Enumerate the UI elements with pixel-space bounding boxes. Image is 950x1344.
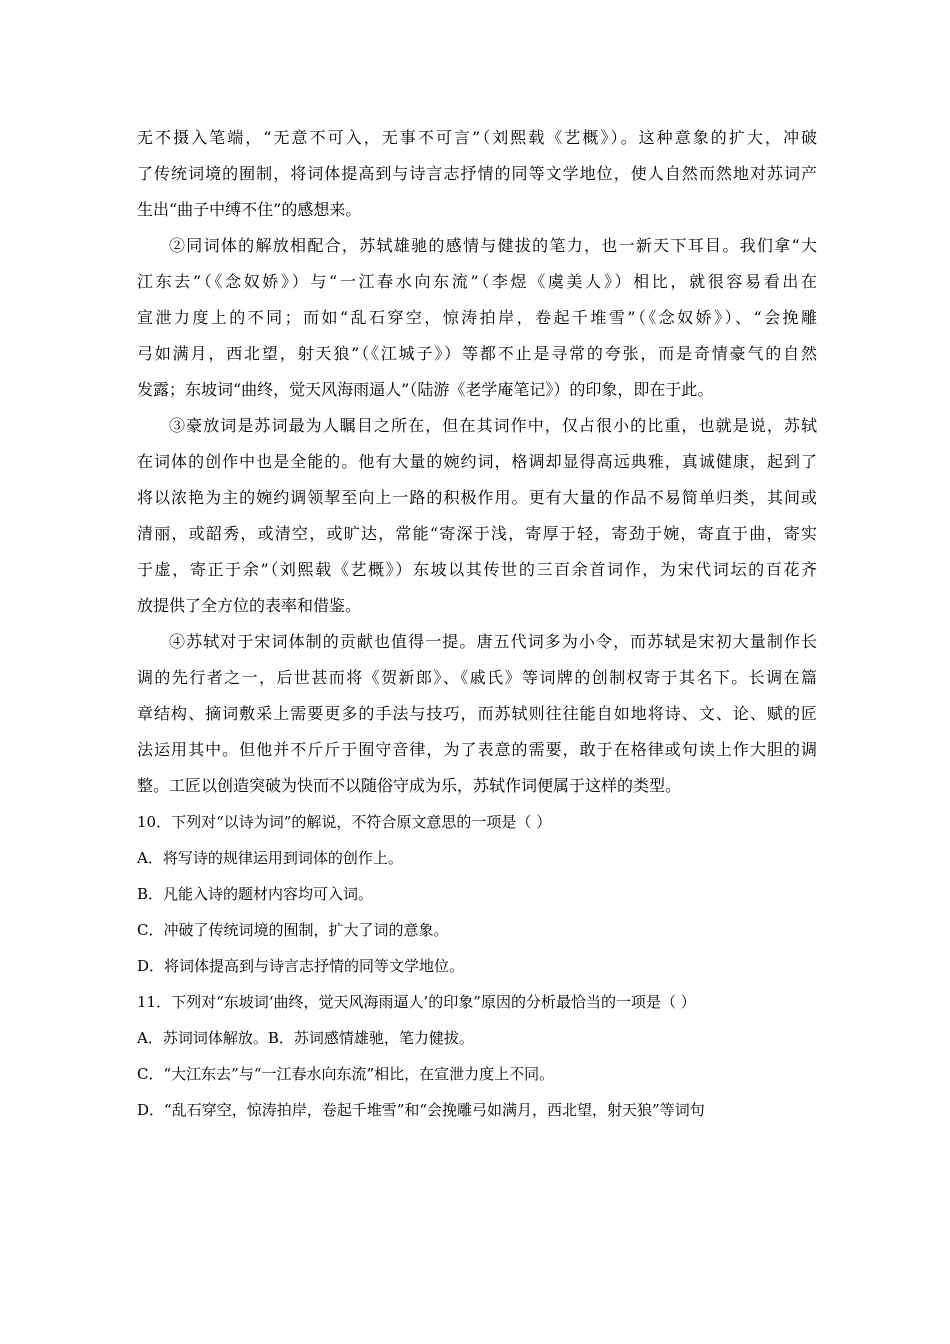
answer-option-a-b: A．苏词词体解放。B．苏词感情雄驰，笔力健拔。: [137, 1029, 474, 1047]
answer-option-b: B．凡能入诗的题材内容均可入词。: [137, 885, 374, 903]
text-line: 将以浓艳为主的婉约调领挈至向上一路的积极作用。更有大量的作品不易简单归类，其间或: [137, 488, 817, 507]
answer-option-c: C．“大江东去”与“一江春水向东流”相比，在宣泄力度上不同。: [137, 1065, 555, 1083]
question-stem: 10．下列对“以诗为词”的解说，不符合原文意思的一项是（ ）: [137, 813, 552, 831]
text-line: 清丽，或韶秀，或清空，或旷达，常能“寄深于浅，寄厚于轻，寄劲于婉，寄直于曲，寄实: [137, 524, 817, 543]
answer-option-d: D．将词体提高到与诗言志抒情的同等文学地位。: [137, 957, 465, 975]
text-line: 放提供了全方位的表率和借鉴。: [137, 596, 362, 615]
paragraph-2: [137, 228, 817, 408]
answer-option-d: D．“乱石穿空，惊涛拍岸，卷起千堆雪”和“会挽雕弓如满月，西北望，射天狼”等词句: [137, 1101, 705, 1119]
text-line: 章结构、摘词敷采上需要更多的手法与技巧，而苏轼则往往能自如地将诗、文、论、赋的匠: [137, 704, 817, 723]
paragraph-continuation: [137, 120, 817, 228]
text-line: ③豪放词是苏词最为人瞩目之所在，但在其词作中，仅占很小的比重，也就是说，苏轼: [169, 416, 817, 435]
answer-option-c: C．冲破了传统词境的囿制，扩大了词的意象。: [137, 921, 449, 939]
question-stem: 11．下列对“东坡词‘曲终，觉天风海雨逼人’的印象”原因的分析最恰当的一项是（ ）: [137, 993, 696, 1011]
text-line: 在词体的创作中也是全能的。他有大量的婉约词，格调却显得高远典雅，真诚健康，起到了: [137, 452, 817, 471]
text-line: 生出“曲子中缚不住”的感想来。: [137, 200, 362, 219]
document-body: [137, 120, 817, 1128]
answer-option-a: A．将写诗的规律运用到词体的创作上。: [137, 849, 403, 867]
text-line: 法运用其中。但他并不斤斤于囿守音律，为了表意的需要，敢于在格律或句读上作大胆的调: [137, 740, 817, 759]
paragraph-4: [137, 624, 817, 804]
text-line: 调的先行者之一，后世甚而将《贺新郎》、《戚氏》等词牌的创制权寄于其名下。长调在篇: [137, 668, 817, 687]
text-line: 发露；东坡词“曲终，觉天风海雨逼人”（陆游《老学庵笔记》）的印象，即在于此。: [137, 380, 714, 399]
text-line: 江东去”（《念奴娇》）与“一江春水向东流”（李煜《虞美人》）相比，就很容易看出在: [137, 272, 817, 291]
text-line: 宣泄力度上的不同；而如“乱石穿空，惊涛拍岸，卷起千堆雪”（《念奴娇》）、“会挽雕: [137, 308, 817, 327]
paragraph-3: [137, 408, 817, 624]
text-line: 弓如满月，西北望，射天狼”（《江城子》）等都不止是寻常的夸张，而是奇情豪气的自然: [137, 344, 817, 363]
text-line: 无不摄入笔端，“无意不可入，无事不可言”（刘熙载《艺概》）。这种意象的扩大，冲破: [137, 128, 817, 147]
text-line: 于虚，寄正于余”（刘熙载《艺概》）东坡以其传世的三百余首词作，为宋代词坛的百花齐: [137, 560, 817, 579]
text-line: ④苏轼对于宋词体制的贡献也值得一提。唐五代词多为小令，而苏轼是宋初大量制作长: [169, 632, 817, 651]
question-10: [137, 804, 817, 984]
text-line: 整。工匠以创造突破为快而不以随俗守成为乐，苏轼作词便属于这样的类型。: [137, 776, 682, 795]
text-line: ②同词体的解放相配合，苏轼雄驰的感情与健拔的笔力，也一新天下耳目。我们拿“大: [169, 236, 817, 255]
question-11: [137, 984, 817, 1128]
text-line: 了传统词境的囿制，将词体提高到与诗言志抒情的同等文学地位，使人自然而然地对苏词产: [137, 164, 817, 183]
